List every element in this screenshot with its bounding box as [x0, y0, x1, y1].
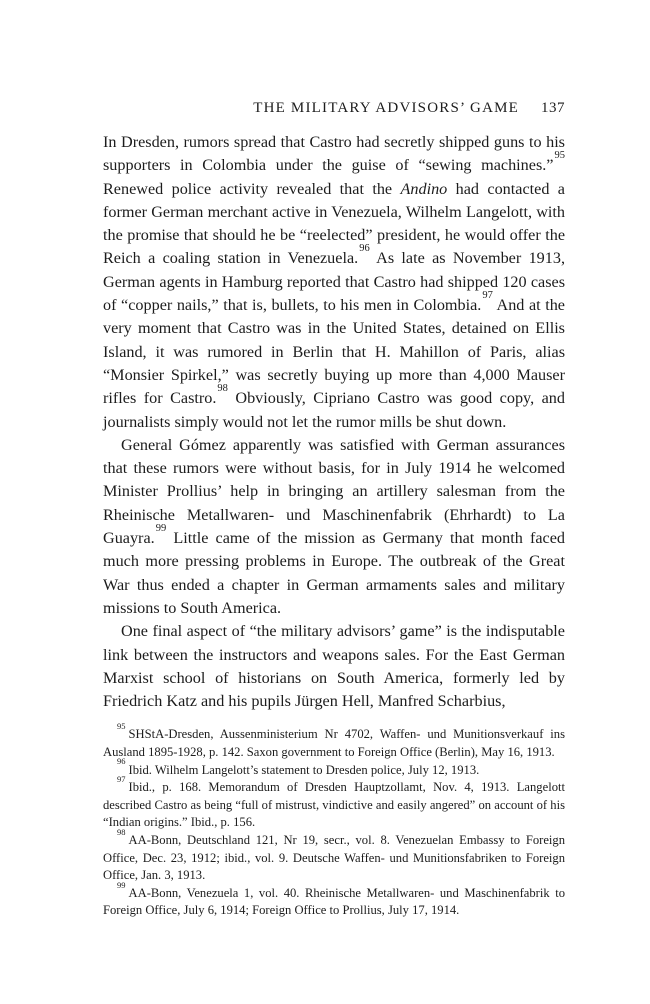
- page-number: 137: [541, 100, 565, 116]
- footnote-ref-95: 95: [554, 149, 565, 161]
- footnote: [103, 721, 565, 761]
- paragraph-1-text-3: had contacted a former German merchant active in Venezuela, Wilhelm Langelott, with the promise that should he be “reelected” president, he would offer the Reich a coaling station in Venezuela.: [103, 179, 565, 268]
- footnote-number: 97: [117, 774, 126, 785]
- footnotes: [103, 721, 565, 920]
- ship-name-italic: Andino: [400, 179, 448, 198]
- footnote-ref-96: 96: [359, 243, 370, 255]
- footnote-ref-99: 99: [155, 522, 167, 534]
- footnote-text: AA-Bonn, Deutschland 121, Nr 19, secr., vol. 8. Venezuelan Embassy to Foreign Office, Dec. 23, 1912; ibid., vol. 9. Deutsche Waffen- und Munitionsfabriken to Foreign Office, Jan. 3, 1913.: [103, 832, 565, 883]
- paragraph-3: One final aspect of “the military advisors’ game” is the indisputable link between the instructors and weapons sales. For the East German Marxist school of historians on South America, formerly led by Friedrich Katz and his pupils Jürgen Hell, Manfred Scharbius,: [103, 622, 565, 711]
- running-head-title: THE MILITARY ADVISORS’ GAME: [253, 100, 519, 116]
- paragraph-2-text-1: General Gómez apparently was satisfied with German assurances that these rumors were without basis, for in July 1914 he welcomed Minister Prollius’ help in bringing an artillery salesman from the Rheinische Metallwaren- und Maschinenfabrik (Ehrhardt) to La Guayra.: [103, 435, 565, 548]
- book-page: [103, 100, 565, 920]
- body-text: [103, 131, 565, 713]
- footnote-number: 95: [117, 721, 126, 732]
- paragraph-1-text-1: In Dresden, rumors spread that Castro had secretly shipped guns to his supporters in Colombia under the guise of “sewing machines.”: [103, 133, 565, 175]
- footnote-ref-98: 98: [217, 382, 228, 394]
- paragraph-1-text-2: Renewed police activity revealed that the: [103, 179, 401, 198]
- footnote-number: 96: [117, 756, 126, 767]
- footnote: [103, 756, 565, 780]
- footnote: [103, 879, 565, 920]
- footnote-text: Ibid., p. 168. Memorandum of Dresden Hauptzollamt, Nov. 4, 1913. Langelott described Castro as being “full of mistrust, vindictive and easily angered” on account of his “Indian origins.” Ibid., p. 156.: [103, 780, 565, 830]
- footnote-text: AA-Bonn, Venezuela 1, vol. 40. Rheinische Metallwaren- und Maschinenfabrik to Foreign Office, July 6, 1914; Foreign Office to Prollius, July 17, 1914.: [103, 885, 565, 918]
- paragraph-1-text-5: And at the very moment that Castro was in the United States, detained on Ellis Island, it was rumored in Berlin that H. Mahillon of Paris, alias “Monsier Spirkel,” was secretly buying up more than 4,000 Mauser rifles for Castro.: [103, 296, 565, 408]
- footnote-number: 98: [117, 826, 126, 837]
- running-header: [103, 100, 565, 122]
- footnote-number: 99: [117, 879, 126, 890]
- footnote: [103, 826, 565, 885]
- footnote: [103, 774, 565, 832]
- paragraph-1: [103, 131, 565, 434]
- paragraph-1-text-6: Obviously, Cipriano Castro was good copy, and journalists simply would not let the rumor mills be shut down.: [103, 389, 565, 431]
- footnote-ref-97: 97: [482, 289, 493, 301]
- footnote-text: SHStA-Dresden, Aussenministerium Nr 4702, Waffen- und Munitionsverkauf ins Ausland 1895-1928, p. 142. Saxon government to Foreign Office (Berlin), May 16, 1913.: [103, 727, 565, 760]
- footnote-text: Ibid. Wilhelm Langelott’s statement to Dresden police, July 12, 1913.: [128, 762, 480, 777]
- paragraph-2-text-2: Little came of the mission as Germany that month faced much more pressing problems in Europe. The outbreak of the Great War thus ended a chapter in German armaments sales and military missions to South America.: [103, 529, 565, 617]
- paragraph-1-text-4: As late as November 1913, German agents in Hamburg reported that Castro had shipped 120 cases of “copper nails,” that is, bullets, to his men in Colombia.: [103, 249, 565, 315]
- paragraph-2: [103, 434, 565, 620]
